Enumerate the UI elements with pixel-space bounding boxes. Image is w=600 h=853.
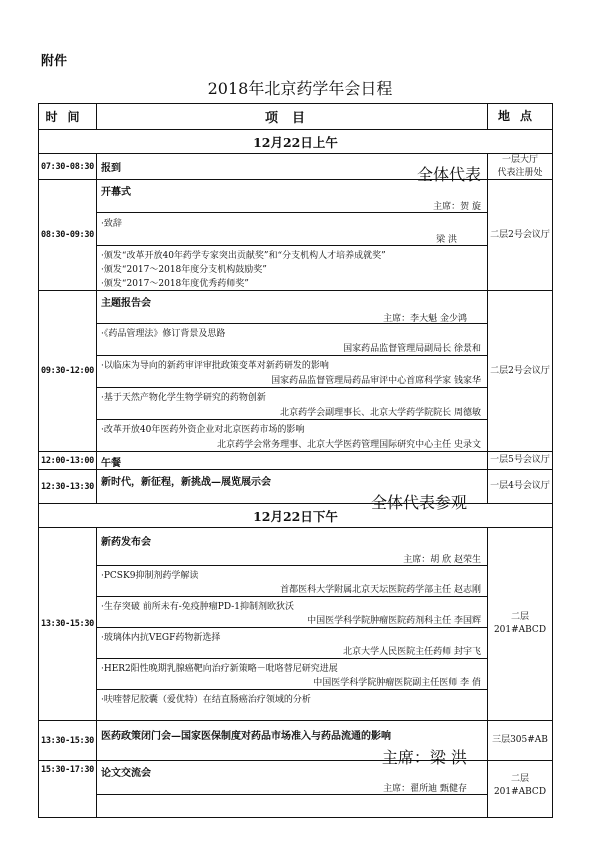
row-lunch: 12:00-13:00 午餐 一层5号会议厅 (39, 452, 552, 470)
row-policy: 13:30-15:30 医药政策闭门会—国家医保制度对药品市场准入与药品流通的影响 主席：梁 洪 三层305#AB (39, 721, 552, 761)
checkin-attendees: 全体代表 (416, 165, 481, 184)
section-am: 12月22日上午 (39, 130, 552, 154)
header-place: 地点 (497, 109, 542, 123)
header-item: 项目 (97, 104, 488, 129)
opening-title: 开幕式 (101, 187, 131, 198)
row-newdrug: 13:30-15:30 新药发布会 主席：胡 欣 赵荣生 ·PCSK9抑制剂药学解读 首都医科大学附属北京天坛医院药学部主任 赵志刚 ·生存突破 前所未有-免疫肿瘤PD-1抑制剂欧狄沃 中国医学科学院肿瘤医院药剂科主任 李国辉 ·玻璃体内抗VEGF药物新选择 北京大学人民医院主任药师 封宇飞 ·HER2阳性晚期乳腺癌靶向治疗新策略－吡咯替尼研究进展 中国医学科学院肿瘤医院副主任医师 李 俏 ·呋喹替尼胶囊（爱优特）在结直肠癌治疗领域的分析 二层201#ABCD (39, 528, 552, 721)
checkin-place: 一层大厅 代表注册处 (497, 154, 543, 178)
row-paper: 15:30-17:30 论文交流会 主席：翟所迪 甄健存 二层201#ABCD (39, 761, 552, 817)
row-checkin: 07:30-08:30 报到 全体代表 一层大厅 代表注册处 (39, 154, 552, 180)
opening-host: 主席：贺 旋 (433, 202, 481, 212)
row-opening: 08:30-09:30 开幕式 主席：贺 旋 ·致辞 梁 洪 ·颁发“改革开放40年药学专家突出贡献奖”和“分支机构人才培养成就奖” ·颁发“2017～2018年度分支机构鼓励奖” ·颁发“2017～2018年度优秀药师奖” 二层2号会议厅 (39, 180, 552, 291)
opening-place: 二层2号会议厅 (490, 229, 550, 240)
section-pm: 12月22日下午 (39, 504, 552, 528)
row-expo: 12:30-13:30 新时代，新征程，新挑战—展览展示会 全体代表参观 一层4号会议厅 (39, 470, 552, 504)
keynote-place: 二层2号会议厅 (490, 365, 550, 376)
checkin-title: 报到 (101, 163, 121, 174)
row-keynote: 09:30-12:00 主题报告会 主席：李大魁 金少鸿 ·《药品管理法》修订背景及思路 国家药品监督管理局副局长 徐景和 ·以临床为导向的新药审评审批政策变革对新药研发的影响 国家药品监督管理局药品审评中心首席科学家 钱家华 ·基于天然产物化学生物学研究的药物创新 北京药学会副理事长、北京大学药学院院长 周德敏 ·改革开放40年医药外资企业对北京医药市场的影响 北京药学会常务理事、北京大学医药管理国际研究中心主任 史录文 二层2号会议厅 (39, 291, 552, 452)
schedule-table (38, 103, 553, 818)
page-title: 2018年北京药学年会日程 (207, 79, 393, 98)
table-header (39, 104, 552, 130)
header-time: 时间 (39, 104, 97, 129)
attachment-label: 附件 (41, 54, 68, 69)
